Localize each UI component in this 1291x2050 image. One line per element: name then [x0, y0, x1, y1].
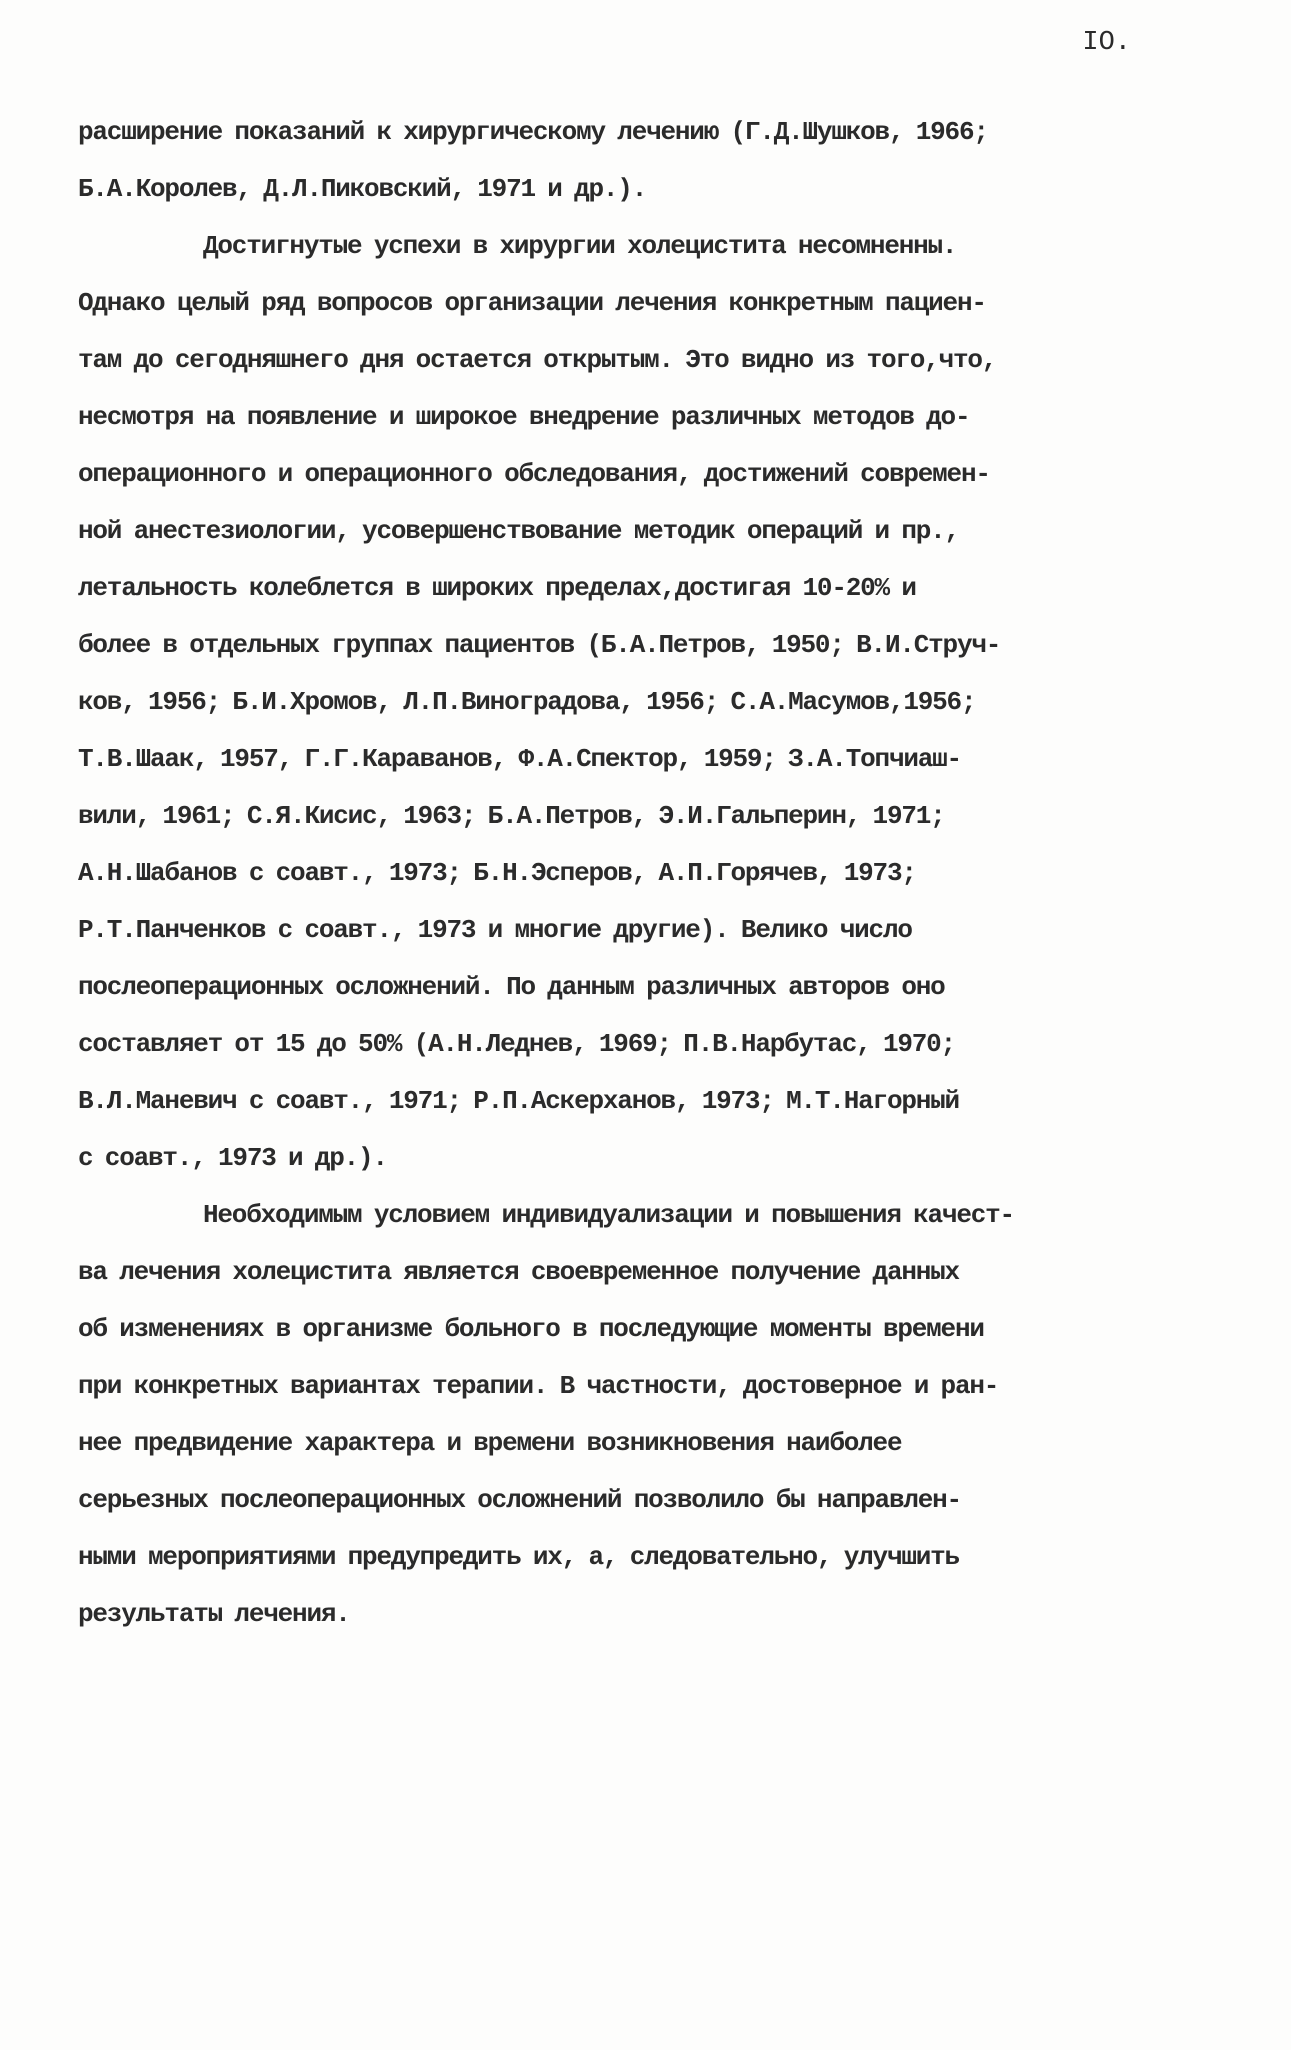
text-line: там до сегодняшнего дня остается открытым. Это видно из того,что,: [78, 345, 997, 375]
text-line: расширение показаний к хирургическому лечению (Г.Д.Шушков, 1966;: [78, 117, 988, 147]
text-line: операционного и операционного обследования, достижений современ-: [78, 459, 990, 489]
text-line: ков, 1956; Б.И.Хромов, Л.П.Виноградова, 1956; С.А.Масумов,1956;: [78, 687, 976, 717]
text-line: В.Л.Маневич с соавт., 1971; Р.П.Аскерханов, 1973; М.Т.Нагорный: [78, 1086, 959, 1116]
text-line: Достигнутые успехи в хирургии холецистита несомненны.: [203, 231, 957, 261]
text-line: вили, 1961; С.Я.Кисис, 1963; Б.А.Петров, Э.И.Гальперин, 1971;: [78, 801, 945, 831]
text-line: Необходимым условием индивидуализации и повышения качест-: [203, 1200, 1014, 1230]
text-line: Б.А.Королев, Д.Л.Пиковский, 1971 и др.).: [78, 174, 647, 204]
text-line: серьезных послеоперационных осложнений позволило бы направлен-: [78, 1485, 961, 1515]
text-line: более в отдельных группах пациентов (Б.А.Петров, 1950; В.И.Струч-: [78, 630, 1001, 660]
paragraph-2: [78, 218, 1208, 1187]
text-line: А.Н.Шабанов с соавт., 1973; Б.Н.Эсперов, А.П.Горячев, 1973;: [78, 858, 916, 888]
text-line: составляет от 15 до 50% (А.Н.Леднев, 1969; П.В.Нарбутас, 1970;: [78, 1029, 955, 1059]
text-line: летальность колеблется в широких пределах,достигая 10-20% и: [78, 573, 916, 603]
text-line: послеоперационных осложнений. По данным различных авторов оно: [78, 972, 945, 1002]
text-line: ва лечения холецистита является своевременное получение данных: [78, 1257, 959, 1287]
text-line: несмотря на появление и широкое внедрение различных методов до-: [78, 402, 970, 432]
text-line: при конкретных вариантах терапии. В частности, достоверное и ран-: [78, 1371, 999, 1401]
text-line: результаты лечения.: [78, 1599, 350, 1629]
text-line: ной анестезиологии, усовершенствование методик операций и пр.,: [78, 516, 959, 546]
text-line: об изменениях в организме больного в последующие моменты времени: [78, 1314, 984, 1344]
text-line: Т.В.Шаак, 1957, Г.Г.Караванов, Ф.А.Спектор, 1959; З.А.Топчиаш-: [78, 744, 961, 774]
page-number: IO.: [1082, 28, 1131, 58]
text-line: с соавт., 1973 и др.).: [78, 1143, 387, 1173]
text-line: Однако целый ряд вопросов организации лечения конкретным пациен-: [78, 288, 986, 318]
body-text: [78, 104, 1208, 1643]
paragraph-3: [78, 1187, 1208, 1643]
text-line: нее предвидение характера и времени возникновения наиболее: [78, 1428, 902, 1458]
paragraph-1: [78, 104, 1208, 218]
text-line: Р.Т.Панченков с соавт., 1973 и многие другие). Велико число: [78, 915, 912, 945]
text-line: ными мероприятиями предупредить их, а, следовательно, улучшить: [78, 1542, 959, 1572]
